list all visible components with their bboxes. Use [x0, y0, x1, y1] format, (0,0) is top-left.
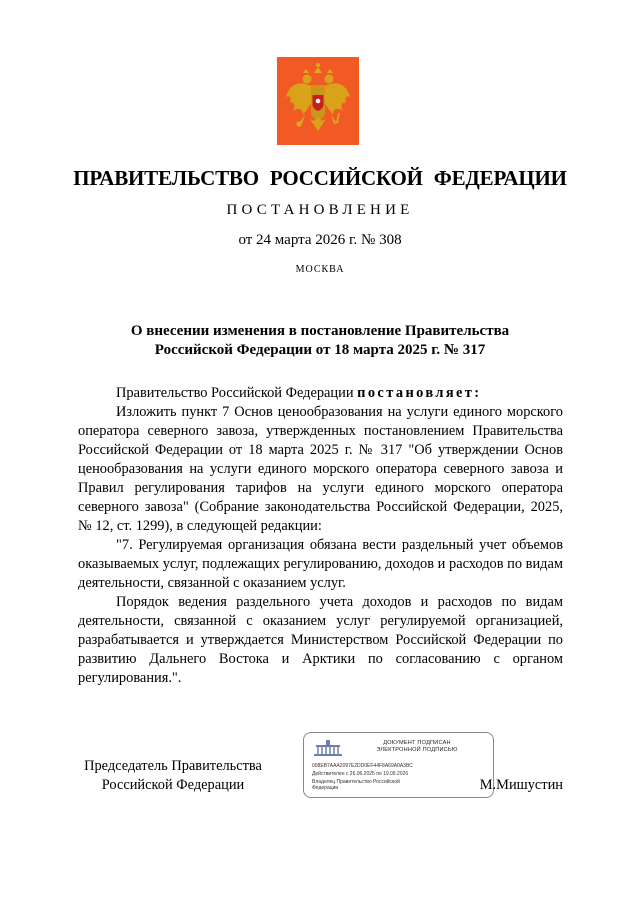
- stamp-title-line-1: ДОКУМЕНТ ПОДПИСАН: [383, 740, 451, 746]
- document-subject: [0, 322, 640, 360]
- stamp-certificate: 008EB7AAA2097E2DD0EF44F8A69A0A3BC: [312, 763, 413, 769]
- government-title: ПРАВИТЕЛЬСТВО РОССИЙСКОЙ ФЕДЕРАЦИИ: [73, 166, 567, 190]
- document-date-number: от 24 марта 2026 г. № 308: [238, 232, 402, 248]
- coat-of-arms-icon: [277, 57, 359, 145]
- city: МОСКВА: [295, 264, 345, 275]
- subject-line-1: О внесении изменения в постановление Правительства: [130, 323, 510, 339]
- lead-decree-word: постановляет:: [357, 385, 482, 401]
- stamp-title: [346, 740, 488, 754]
- lead-paragraph: [78, 384, 563, 403]
- stamp-owner-line-1: Владелец Правительство Российской: [312, 779, 400, 785]
- document-type: ПОСТАНОВЛЕНИЕ: [226, 202, 414, 218]
- document-body: [78, 384, 563, 688]
- stamp-owner-line-2: Федерации: [312, 785, 339, 791]
- signer-position-line-2: Российской Федерации: [101, 777, 245, 793]
- signer-position-line-1: Председатель Правительства: [84, 758, 262, 774]
- subject-line-2: Российской Федерации от 18 марта 2025 г. № 317: [154, 342, 486, 358]
- government-building-icon: [313, 739, 343, 757]
- body-paragraph: "7. Регулируемая организация обязана вести раздельный учет объемов оказываемых услуг, подлежащих регулированию, доходов и расходов по видам деятельности, связанной с оказанием услуг.: [78, 537, 563, 591]
- stamp-title-line-2: ЭЛЕКТРОННОЙ ПОДПИСЬЮ: [376, 747, 458, 753]
- electronic-signature-stamp: [303, 732, 494, 798]
- signer-name: М.Мишустин: [479, 777, 563, 793]
- body-paragraph: Порядок ведения раздельного учета доходов и расходов по видам деятельности, связанной с оказанием услуг регулируемой организацией, разрабатывается и утверждается Министерством Российской Федерации по развитию Дальнего Востока и Арктики по согласованию с органом регулирования.".: [78, 594, 563, 686]
- signer-position: [78, 757, 268, 795]
- stamp-validity: Действителен с 26.06.2025 по 19.09.2026: [312, 771, 409, 777]
- body-paragraph: Изложить пункт 7 Основ ценообразования на услуги единого морского оператора северного завоза, утвержденных постановлением Правительства Российской Федерации от 18 марта 2025 г. № 317 "Об утверждении Основ ценообразования на услуги единого морского оператора северного завоза и Правил регулирования тарифов на услуги единого морского оператора северного завоза" (Собрание законодательства Российской Федерации, 2025, № 12, ст. 1299), в следующей редакции:: [78, 404, 563, 534]
- lead-prefix: Правительство Российской Федерации: [116, 385, 358, 401]
